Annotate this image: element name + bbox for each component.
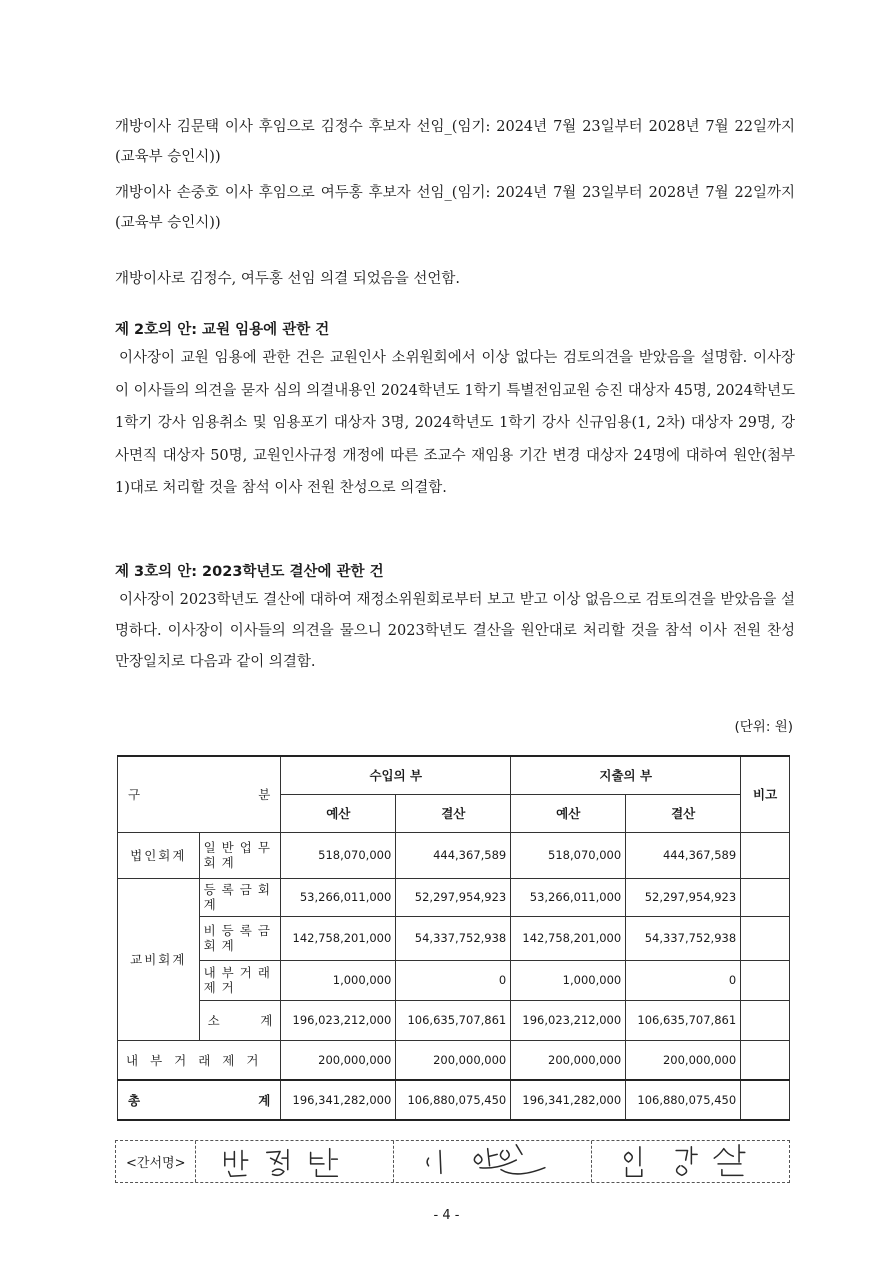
cell-value: 0 — [396, 960, 511, 1000]
agenda3-body: 이사장이 2023학년도 결산에 대하여 재정소위원회로부터 보고 받고 이상 없음으로 검토의견을 받았음을 설명하다. 이사장이 이사들의 의견을 물으니 2023학년도 결산을 원안대로 처리할 것을 참석 이사 전원 찬성 만장일치로 다음과 같이 의결함. — [115, 592, 795, 670]
row-sub-nontuition: 비등록금회계 — [199, 916, 281, 960]
table-row — [118, 878, 790, 916]
row-group-tuition: 교비회계 — [118, 878, 200, 1040]
cell-value: 444,367,589 — [396, 832, 511, 878]
row-sub-tuition: 등록금회계 — [199, 878, 281, 916]
settlement-table — [117, 755, 790, 1121]
cell-value: 444,367,589 — [626, 832, 741, 878]
cell-note — [741, 832, 790, 878]
row-sub-subtotal: 소 계 — [199, 1000, 281, 1040]
cell-value: 196,023,212,000 — [281, 1000, 396, 1040]
cell-value: 54,337,752,938 — [626, 916, 741, 960]
row-sub-internal: 내부거래제거 — [199, 960, 281, 1000]
handwritten-signature-1 — [196, 1141, 393, 1182]
cell-value: 1,000,000 — [281, 960, 396, 1000]
cell-value: 106,635,707,861 — [626, 1000, 741, 1040]
cell-value: 106,635,707,861 — [396, 1000, 511, 1040]
table-row-total — [118, 1080, 790, 1120]
cell-value: 142,758,201,000 — [281, 916, 396, 960]
handwritten-signature-2 — [394, 1141, 591, 1182]
cell-value: 200,000,000 — [281, 1040, 396, 1080]
cell-value: 106,880,075,450 — [626, 1080, 741, 1120]
cell-value: 200,000,000 — [626, 1040, 741, 1080]
cell-value: 518,070,000 — [511, 832, 626, 878]
handwritten-signature-3 — [592, 1141, 789, 1182]
cell-value: 518,070,000 — [281, 832, 396, 878]
table-row — [118, 916, 790, 960]
page-number: - 4 - — [433, 1208, 460, 1223]
table-row — [118, 1000, 790, 1040]
agenda2-body: 이사장이 교원 임용에 관한 건은 교원인사 소위원회에서 이상 없다는 검토의견을 받았음을 설명함. 이사장이 이사들의 의견을 묻자 심의 의결내용인 2024학년도 1학기 특별전임교원 승진 대상자 45명, 2024학년도 1학기 강사 임용취소 및 임용포기 대상자 3명, 2024학년도 1학기 강사 신규임용(1, 2차) 대상자 29명, 강사면직 대상자 50명, 교원인사규정 개정에 따른 조교수 재임용 기간 변경 대상자 24명에 대하여 원안(첨부1)대로 처리할 것을 참석 이사 전원 찬성으로 의결함. — [115, 350, 795, 496]
cell-value: 0 — [626, 960, 741, 1000]
paragraph-open-director-1: 개방이사 김문택 이사 후임으로 김정수 후보자 선임_(임기: 2024년 7월 23일부터 2028년 7월 22일까지(교육부 승인시)) — [115, 119, 795, 165]
signature-label: <간서명> — [116, 1141, 196, 1182]
cell-value: 1,000,000 — [511, 960, 626, 1000]
cell-note — [741, 1000, 790, 1040]
header-expense: 지출의 부 — [511, 756, 741, 794]
paragraph-open-director-2: 개방이사 손중호 이사 후임으로 여두홍 후보자 선임_(임기: 2024년 7월 23일부터 2028년 7월 22일까지(교육부 승인시)) — [115, 185, 795, 231]
header-expense-budget: 예산 — [511, 794, 626, 832]
cell-value: 106,880,075,450 — [396, 1080, 511, 1120]
header-expense-settlement: 결산 — [626, 794, 741, 832]
row-internal-elimination: 내부거래제거 — [118, 1040, 281, 1080]
cell-value: 53,266,011,000 — [511, 878, 626, 916]
header-note: 비고 — [741, 756, 790, 832]
header-income-budget: 예산 — [281, 794, 396, 832]
table-row — [118, 1040, 790, 1080]
cell-note — [741, 878, 790, 916]
cell-value: 53,266,011,000 — [281, 878, 396, 916]
row-sub-corp: 일반업무회계 — [199, 832, 281, 878]
signature-3 — [592, 1141, 789, 1182]
signature-1 — [196, 1141, 394, 1182]
unit-label: (단위: 원) — [734, 719, 793, 735]
row-total-label: 총 계 — [118, 1080, 281, 1120]
cell-note — [741, 916, 790, 960]
agenda3-title: 제 3호의 안: 2023학년도 결산에 관한 건 — [115, 564, 384, 580]
agenda2-title: 제 2호의 안: 교원 임용에 관한 건 — [115, 322, 330, 338]
cell-value: 200,000,000 — [511, 1040, 626, 1080]
cell-value: 196,023,212,000 — [511, 1000, 626, 1040]
cell-value: 142,758,201,000 — [511, 916, 626, 960]
signature-box — [115, 1140, 790, 1183]
cell-note — [741, 1080, 790, 1120]
cell-value: 54,337,752,938 — [396, 916, 511, 960]
table-row — [118, 960, 790, 1000]
cell-note — [741, 1040, 790, 1080]
cell-note — [741, 960, 790, 1000]
cell-value: 52,297,954,923 — [396, 878, 511, 916]
table-row — [118, 832, 790, 878]
cell-value: 196,341,282,000 — [281, 1080, 396, 1120]
row-group-corp: 법인회계 — [118, 832, 200, 878]
header-income-settlement: 결산 — [396, 794, 511, 832]
header-income: 수입의 부 — [281, 756, 511, 794]
cell-value: 200,000,000 — [396, 1040, 511, 1080]
paragraph-declaration: 개방이사로 김정수, 여두홍 선임 의결 되었음을 선언함. — [115, 271, 461, 287]
header-gubun: 구 분 — [118, 756, 281, 832]
cell-value: 196,341,282,000 — [511, 1080, 626, 1120]
cell-value: 52,297,954,923 — [626, 878, 741, 916]
signature-2 — [394, 1141, 592, 1182]
